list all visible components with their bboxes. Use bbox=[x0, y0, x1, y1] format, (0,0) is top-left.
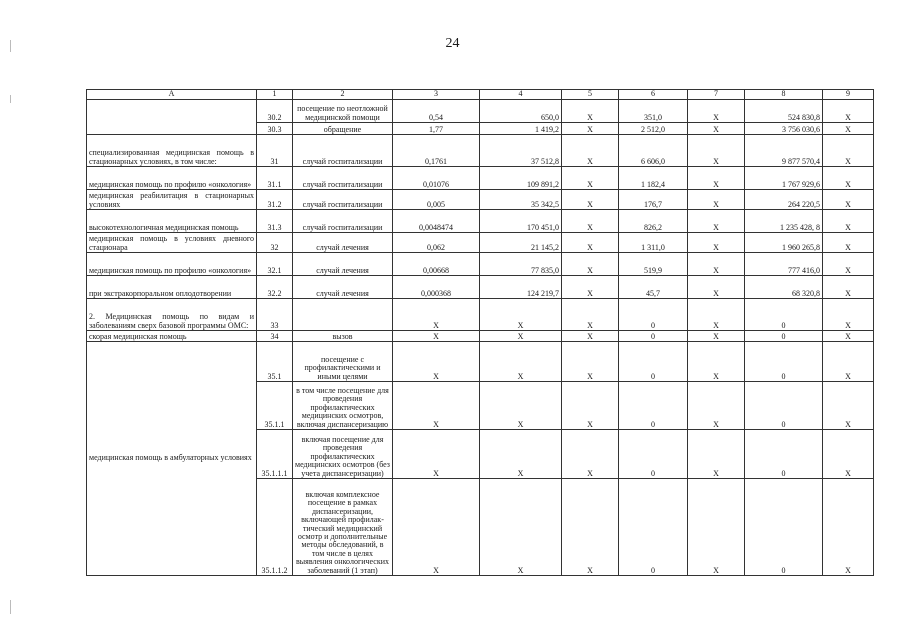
column-header: 4 bbox=[480, 90, 562, 100]
row-value-cell: Х bbox=[823, 382, 874, 430]
row-value-cell: 0 bbox=[619, 299, 688, 331]
row-value-cell: Х bbox=[562, 299, 619, 331]
row-code-cell: 31.1 bbox=[257, 167, 293, 190]
table-row bbox=[87, 100, 874, 123]
row-value-cell: 21 145,2 bbox=[480, 233, 562, 253]
row-value-cell: Х bbox=[562, 167, 619, 190]
row-unit-cell: случай лечения bbox=[293, 233, 393, 253]
row-value-cell: Х bbox=[688, 430, 745, 479]
table-row bbox=[87, 342, 874, 382]
row-value-cell: Х bbox=[688, 167, 745, 190]
row-value-cell: 68 320,8 bbox=[745, 276, 823, 299]
row-value-cell: 176,7 bbox=[619, 190, 688, 210]
table-row bbox=[87, 167, 874, 190]
row-unit-cell: случай госпитализации bbox=[293, 135, 393, 167]
row-value-cell: 1 182,4 bbox=[619, 167, 688, 190]
row-value-cell: Х bbox=[688, 123, 745, 135]
row-value-cell: Х bbox=[393, 382, 480, 430]
row-value-cell: 519,9 bbox=[619, 253, 688, 276]
row-value-cell: 0 bbox=[619, 382, 688, 430]
row-value-cell: Х bbox=[688, 190, 745, 210]
row-value-cell: 826,2 bbox=[619, 210, 688, 233]
column-header: 9 bbox=[823, 90, 874, 100]
table-row bbox=[87, 190, 874, 210]
row-code-cell: 35.1.1 bbox=[257, 382, 293, 430]
row-code-cell: 32 bbox=[257, 233, 293, 253]
row-value-cell: 45,7 bbox=[619, 276, 688, 299]
row-value-cell: Х bbox=[688, 479, 745, 576]
row-value-cell: 35 342,5 bbox=[480, 190, 562, 210]
row-value-cell: Х bbox=[562, 276, 619, 299]
table-row bbox=[87, 233, 874, 253]
row-value-cell: 124 219,7 bbox=[480, 276, 562, 299]
row-value-cell: Х bbox=[823, 233, 874, 253]
column-header: 3 bbox=[393, 90, 480, 100]
row-value-cell: Х bbox=[562, 479, 619, 576]
row-value-cell: 77 835,0 bbox=[480, 253, 562, 276]
row-value-cell: Х bbox=[823, 331, 874, 342]
row-value-cell: Х bbox=[393, 331, 480, 342]
row-value-cell: Х bbox=[823, 253, 874, 276]
table-row bbox=[87, 210, 874, 233]
scan-margin-mark bbox=[10, 95, 11, 103]
row-code-cell: 35.1 bbox=[257, 342, 293, 382]
row-name-cell: высокотехнологичная медицинская помощь bbox=[87, 210, 257, 233]
row-value-cell: Х bbox=[480, 382, 562, 430]
row-value-cell: Х bbox=[688, 100, 745, 123]
row-value-cell: Х bbox=[480, 299, 562, 331]
row-value-cell: 0 bbox=[619, 430, 688, 479]
row-value-cell: Х bbox=[562, 190, 619, 210]
table-row bbox=[87, 253, 874, 276]
row-name-cell: при экстракорпоральном оплодотворении bbox=[87, 276, 257, 299]
row-value-cell: Х bbox=[688, 135, 745, 167]
row-value-cell: 0,062 bbox=[393, 233, 480, 253]
row-name-cell: медицинская помощь в амбулаторных условиях bbox=[87, 342, 257, 576]
row-code-cell: 35.1.1.2 bbox=[257, 479, 293, 576]
row-value-cell: 109 891,2 bbox=[480, 167, 562, 190]
row-value-cell: Х bbox=[562, 253, 619, 276]
row-unit-cell: вызов bbox=[293, 331, 393, 342]
row-unit-cell: посещение по неотложной медицинской помощи bbox=[293, 100, 393, 123]
row-value-cell: 777 416,0 bbox=[745, 253, 823, 276]
row-value-cell: 0,00668 bbox=[393, 253, 480, 276]
data-table bbox=[86, 89, 874, 576]
row-value-cell: Х bbox=[688, 233, 745, 253]
row-value-cell: Х bbox=[393, 430, 480, 479]
scan-margin-mark bbox=[10, 600, 11, 614]
row-value-cell: 1 419,2 bbox=[480, 123, 562, 135]
row-unit-cell: включая посещение для проведения профилактических медицинских осмотров (без учета диспансеризации) bbox=[293, 430, 393, 479]
row-value-cell: Х bbox=[562, 210, 619, 233]
row-code-cell: 35.1.1.1 bbox=[257, 430, 293, 479]
row-code-cell: 32.2 bbox=[257, 276, 293, 299]
row-value-cell: 1 960 265,8 bbox=[745, 233, 823, 253]
row-value-cell: Х bbox=[562, 430, 619, 479]
row-value-cell: Х bbox=[480, 331, 562, 342]
table-row bbox=[87, 276, 874, 299]
row-value-cell: 0,0048474 bbox=[393, 210, 480, 233]
column-header: 7 bbox=[688, 90, 745, 100]
column-header: 8 bbox=[745, 90, 823, 100]
row-code-cell: 33 bbox=[257, 299, 293, 331]
row-value-cell: 1,77 bbox=[393, 123, 480, 135]
row-name-cell: медицинская помощь по профилю «онкология» bbox=[87, 167, 257, 190]
row-unit-cell: обращение bbox=[293, 123, 393, 135]
row-value-cell: Х bbox=[393, 299, 480, 331]
row-value-cell: Х bbox=[688, 276, 745, 299]
row-value-cell: 2 512,0 bbox=[619, 123, 688, 135]
row-unit-cell: случай лечения bbox=[293, 253, 393, 276]
row-value-cell: Х bbox=[562, 123, 619, 135]
row-value-cell: Х bbox=[562, 233, 619, 253]
row-value-cell: Х bbox=[562, 135, 619, 167]
row-value-cell: Х bbox=[688, 210, 745, 233]
row-code-cell: 30.2 bbox=[257, 100, 293, 123]
row-value-cell: Х bbox=[823, 190, 874, 210]
row-value-cell: 0 bbox=[745, 430, 823, 479]
row-code-cell: 34 bbox=[257, 331, 293, 342]
row-value-cell: Х bbox=[688, 382, 745, 430]
row-value-cell: Х bbox=[688, 253, 745, 276]
row-value-cell: Х bbox=[562, 382, 619, 430]
row-value-cell: Х bbox=[688, 342, 745, 382]
row-value-cell: Х bbox=[393, 342, 480, 382]
row-name-cell: скорая медицинская помощь bbox=[87, 331, 257, 342]
column-header: 6 bbox=[619, 90, 688, 100]
row-value-cell: 0,000368 bbox=[393, 276, 480, 299]
row-code-cell: 32.1 bbox=[257, 253, 293, 276]
row-value-cell: Х bbox=[823, 167, 874, 190]
row-name-cell: медицинская помощь в условиях дневного стационара bbox=[87, 233, 257, 253]
row-name-cell: 2. Медицинская помощь по видам и заболеваниям сверх базовой программы ОМС: bbox=[87, 299, 257, 331]
row-code-cell: 31 bbox=[257, 135, 293, 167]
table-row bbox=[87, 331, 874, 342]
row-value-cell: 3 756 030,6 bbox=[745, 123, 823, 135]
row-value-cell: Х bbox=[688, 299, 745, 331]
row-name-cell: медицинская помощь по профилю «онкология» bbox=[87, 253, 257, 276]
row-value-cell: 0,01076 bbox=[393, 167, 480, 190]
row-value-cell: 0 bbox=[619, 479, 688, 576]
table-row bbox=[87, 299, 874, 331]
row-code-cell: 31.3 bbox=[257, 210, 293, 233]
column-header: А bbox=[87, 90, 257, 100]
row-value-cell: 1 767 929,6 bbox=[745, 167, 823, 190]
row-value-cell: 0 bbox=[745, 299, 823, 331]
row-value-cell: Х bbox=[823, 100, 874, 123]
row-value-cell: 0 bbox=[745, 342, 823, 382]
row-value-cell: 0 bbox=[745, 331, 823, 342]
row-value-cell: 1 311,0 bbox=[619, 233, 688, 253]
row-value-cell: Х bbox=[480, 342, 562, 382]
row-unit-cell bbox=[293, 299, 393, 331]
row-value-cell: Х bbox=[393, 479, 480, 576]
row-value-cell: 0 bbox=[619, 342, 688, 382]
row-value-cell: Х bbox=[480, 430, 562, 479]
row-value-cell: Х bbox=[823, 210, 874, 233]
row-value-cell: Х bbox=[480, 479, 562, 576]
row-value-cell: 1 235 428, 8 bbox=[745, 210, 823, 233]
table-row bbox=[87, 135, 874, 167]
row-value-cell: 650,0 bbox=[480, 100, 562, 123]
row-unit-cell: случай госпитализации bbox=[293, 167, 393, 190]
row-unit-cell: случай госпитализации bbox=[293, 210, 393, 233]
row-value-cell: Х bbox=[823, 123, 874, 135]
row-value-cell: 0,005 bbox=[393, 190, 480, 210]
row-value-cell: 0,54 bbox=[393, 100, 480, 123]
row-value-cell: 37 512,8 bbox=[480, 135, 562, 167]
row-code-cell: 31.2 bbox=[257, 190, 293, 210]
page-number: 24 bbox=[445, 36, 460, 51]
row-unit-cell: посещение с профилактическими и иными целями bbox=[293, 342, 393, 382]
row-value-cell: 524 830,8 bbox=[745, 100, 823, 123]
row-value-cell: 0 bbox=[745, 479, 823, 576]
row-value-cell: Х bbox=[823, 276, 874, 299]
row-value-cell: Х bbox=[562, 342, 619, 382]
row-value-cell: 9 877 570,4 bbox=[745, 135, 823, 167]
row-value-cell: 264 220,5 bbox=[745, 190, 823, 210]
row-value-cell: Х bbox=[562, 100, 619, 123]
row-value-cell: Х bbox=[823, 479, 874, 576]
row-name-cell: медицинская реабилитация в стационарных условиях bbox=[87, 190, 257, 210]
row-unit-cell: в том числе посещение для проведения профилактических медицинских осмотров, включая диспансеризацию bbox=[293, 382, 393, 430]
row-code-cell: 30.3 bbox=[257, 123, 293, 135]
row-unit-cell: включая комплексное посещение в рамках диспансеризации, включающей профилак-тический медицинский осмотр и дополнительные методы обследований, в том числе в целях выявления онкологических заболеваний (1 этап) bbox=[293, 479, 393, 576]
row-value-cell: 6 606,0 bbox=[619, 135, 688, 167]
column-header: 1 bbox=[257, 90, 293, 100]
row-value-cell: 0 bbox=[619, 331, 688, 342]
row-value-cell: 351,0 bbox=[619, 100, 688, 123]
row-name-cell bbox=[87, 100, 257, 135]
row-value-cell: Х bbox=[823, 342, 874, 382]
row-unit-cell: случай госпитализации bbox=[293, 190, 393, 210]
row-value-cell: Х bbox=[688, 331, 745, 342]
row-value-cell: Х bbox=[562, 331, 619, 342]
row-name-cell: специализированная медицинская помощь в стационарных условиях, в том числе: bbox=[87, 135, 257, 167]
table-header-row bbox=[87, 90, 874, 100]
row-value-cell: Х bbox=[823, 430, 874, 479]
row-value-cell: 0 bbox=[745, 382, 823, 430]
column-header: 2 bbox=[293, 90, 393, 100]
row-value-cell: Х bbox=[823, 135, 874, 167]
column-header: 5 bbox=[562, 90, 619, 100]
row-value-cell: Х bbox=[823, 299, 874, 331]
row-value-cell: 170 451,0 bbox=[480, 210, 562, 233]
row-value-cell: 0,1761 bbox=[393, 135, 480, 167]
row-unit-cell: случай лечения bbox=[293, 276, 393, 299]
